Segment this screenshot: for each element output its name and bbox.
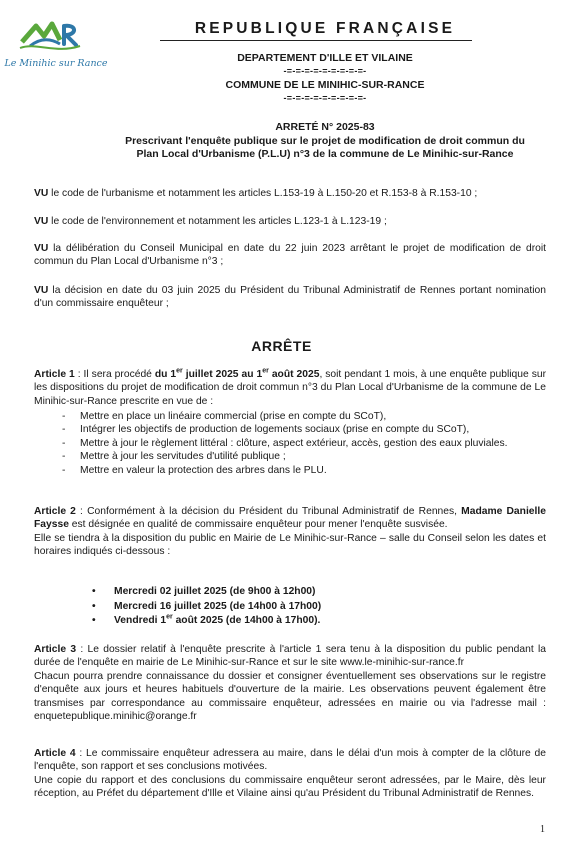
list-item-text: Vendredi 1 bbox=[114, 615, 167, 626]
vu-paragraph bbox=[34, 215, 546, 228]
commune-heading: COMMUNE DE LE MINIHIC-SUR-RANCE bbox=[225, 79, 425, 91]
article-3 bbox=[34, 643, 546, 723]
article-text: , soit pendant 1 mois, à une enquête publique sur les dispositions du projet de modification de droit commun n°3 du Plan Local d'Urbanisme de la commune de Le Minihic-sur-Rance prescrite en vue de : bbox=[34, 369, 546, 407]
list-item-text: Mettre à jour le règlement littéral : clôture, aspect extérieur, accès, gestion des eaux pluviales. bbox=[80, 437, 508, 449]
vu-paragraph bbox=[34, 187, 546, 200]
article-1-objectives bbox=[62, 410, 546, 477]
article-text: : Il sera procédé bbox=[74, 369, 155, 380]
article-4 bbox=[34, 747, 546, 801]
list-item-text: Mercredi 02 juillet 2025 (de 9h00 à 12h00) bbox=[114, 586, 316, 597]
article-label: Article 4 bbox=[34, 748, 76, 759]
departement-heading: DEPARTEMENT D'ILLE ET VILAINE bbox=[237, 52, 413, 64]
vu-text: le code de l'environnement et notamment les articles L.123-1 à L.123-19 ; bbox=[48, 216, 387, 227]
vu-label: VU bbox=[34, 216, 49, 227]
permanence-dates bbox=[92, 585, 532, 629]
vu-text: la décision en date du 03 juin 2025 du Président du Tribunal Administratif de Rennes portant nomination d'un commissaire enquêteur ; bbox=[34, 285, 546, 310]
list-item-text: Mettre à jour les servitudes d'utilité publique ; bbox=[80, 451, 286, 463]
prescrivant-title bbox=[120, 135, 530, 161]
date-sup: er bbox=[262, 367, 269, 375]
list-item: - Mettre en place un linéaire commercial (prise en compte du SCoT), bbox=[62, 411, 387, 422]
vu-text: la délibération du Conseil Municipal en date du 22 juin 2023 arrêtant le projet de modification de droit commun du Plan Local d'Urbanisme n°3 ; bbox=[34, 243, 546, 268]
list-item: • Vendredi 1er août 2025 (de 14h00 à 17h00). bbox=[92, 613, 321, 626]
article-text: Chacun pourra prendre connaissance du dossier et consigner éventuellement ses observations sur le registre d'enquête aux jours et heures habituels d'ouverture de la mairie. Les observations peuvent également être transmises par correspondance au commissaire enquêteur, adressées en mairie ou via l'adresse mail : enquetepublique.minihic@orange.fr bbox=[34, 670, 546, 723]
list-item-text: Intégrer les objectifs de production de logements sociaux (prise en compte du SCoT), bbox=[80, 424, 470, 436]
article-dates bbox=[155, 369, 320, 380]
date-text: juillet 2025 au 1 bbox=[182, 369, 263, 380]
prescrivant-line: Prescrivant l'enquête publique sur le projet de modification de droit commun du bbox=[125, 135, 525, 147]
page-number: 1 bbox=[540, 824, 545, 835]
article-1 bbox=[34, 368, 546, 408]
vu-label: VU bbox=[34, 188, 49, 199]
logo-text: Le Minihic sur Rance bbox=[4, 58, 108, 69]
logo-graphic-icon bbox=[16, 18, 96, 58]
vu-label: VU bbox=[34, 243, 49, 254]
article-text: : Conformément à la décision du Président du Tribunal Administratif de Rennes, bbox=[75, 506, 462, 517]
commune-logo bbox=[4, 18, 108, 74]
article-2 bbox=[34, 505, 546, 559]
republique-heading: REPUBLIQUE FRANÇAISE bbox=[194, 20, 456, 37]
article-text: : Le dossier relatif à l'enquête prescrite à l'article 1 sera tenu à la disposition du public pendant la durée de l'enquête en mairie de Le Minihic-sur-Rance et sur le site www.le-minihic-sur-rance.fr bbox=[34, 644, 546, 669]
list-item-text: Mettre en place un linéaire commercial (prise en compte du SCoT), bbox=[80, 411, 387, 422]
prescrivant-line: Plan Local d'Urbanisme (P.L.U) n°3 de la commune de Le Minihic-sur-Rance bbox=[136, 148, 514, 160]
article-text: : Le commissaire enquêteur adressera au maire, dans le délai d'un mois à compter de la clôture de l'enquête, son rapport et ses conclusions motivées. bbox=[34, 748, 546, 773]
heading-rule bbox=[160, 40, 472, 41]
commissioner-name: Madame Danielle Faysse bbox=[34, 506, 546, 531]
list-item: - Intégrer les objectifs de production de logements sociaux (prise en compte du SCoT), bbox=[62, 424, 470, 436]
article-text: Elle se tiendra à la disposition du public en Mairie de Le Minihic-sur-Rance – salle du Conseil selon les dates et horaires indiqués ci-dessous : bbox=[34, 532, 546, 558]
separator: -=-=-=-=-=-=-=-=-=- bbox=[283, 93, 367, 103]
date-text: du 1 bbox=[154, 369, 177, 380]
article-label: Article 3 bbox=[34, 644, 77, 655]
list-item: - Mettre à jour le règlement littéral : clôture, aspect extérieur, accès, gestion des eaux pluviales. bbox=[62, 437, 508, 449]
list-item-text: Mettre en valeur la protection des arbres dans le PLU. bbox=[80, 464, 327, 476]
date-sup: er bbox=[176, 367, 183, 375]
vu-paragraph bbox=[34, 284, 546, 311]
list-item-text: Mercredi 16 juillet 2025 (de 14h00 à 17h00) bbox=[114, 600, 322, 612]
article-label: Article 2 bbox=[34, 506, 76, 517]
date-sup: er bbox=[166, 613, 173, 621]
vu-paragraph bbox=[34, 242, 546, 269]
list-item-text: août 2025 (de 14h00 à 17h00). bbox=[172, 615, 321, 626]
list-item: - Mettre à jour les servitudes d'utilité publique ; bbox=[62, 451, 286, 463]
arrete-title: ARRÊTE bbox=[251, 338, 312, 354]
date-text: août 2025 bbox=[268, 369, 320, 380]
arrete-number: ARRETÉ N° 2025-83 bbox=[275, 121, 375, 133]
vu-text: le code de l'urbanisme et notamment les articles L.153-19 à L.150-20 et R.153-8 à R.153-10 ; bbox=[48, 188, 478, 199]
vu-label: VU bbox=[34, 285, 49, 296]
article-text: est désignée en qualité de commissaire enquêteur pour mener l'enquête susvisée. bbox=[68, 519, 448, 531]
list-item: • Mercredi 02 juillet 2025 (de 9h00 à 12h00) bbox=[92, 586, 316, 597]
list-item: • Mercredi 16 juillet 2025 (de 14h00 à 17h00) bbox=[92, 600, 322, 612]
article-text: Une copie du rapport et des conclusions du commissaire enquêteur seront adressées, par le Maire, dès leur réception, au Préfet du département d'Ille et Vilaine ainsi qu'au Président du Tribunal Administratif de Rennes. bbox=[34, 774, 546, 800]
article-label: Article 1 bbox=[34, 369, 75, 380]
separator: -=-=-=-=-=-=-=-=-=- bbox=[283, 66, 367, 76]
list-item: - Mettre en valeur la protection des arbres dans le PLU. bbox=[62, 464, 327, 476]
